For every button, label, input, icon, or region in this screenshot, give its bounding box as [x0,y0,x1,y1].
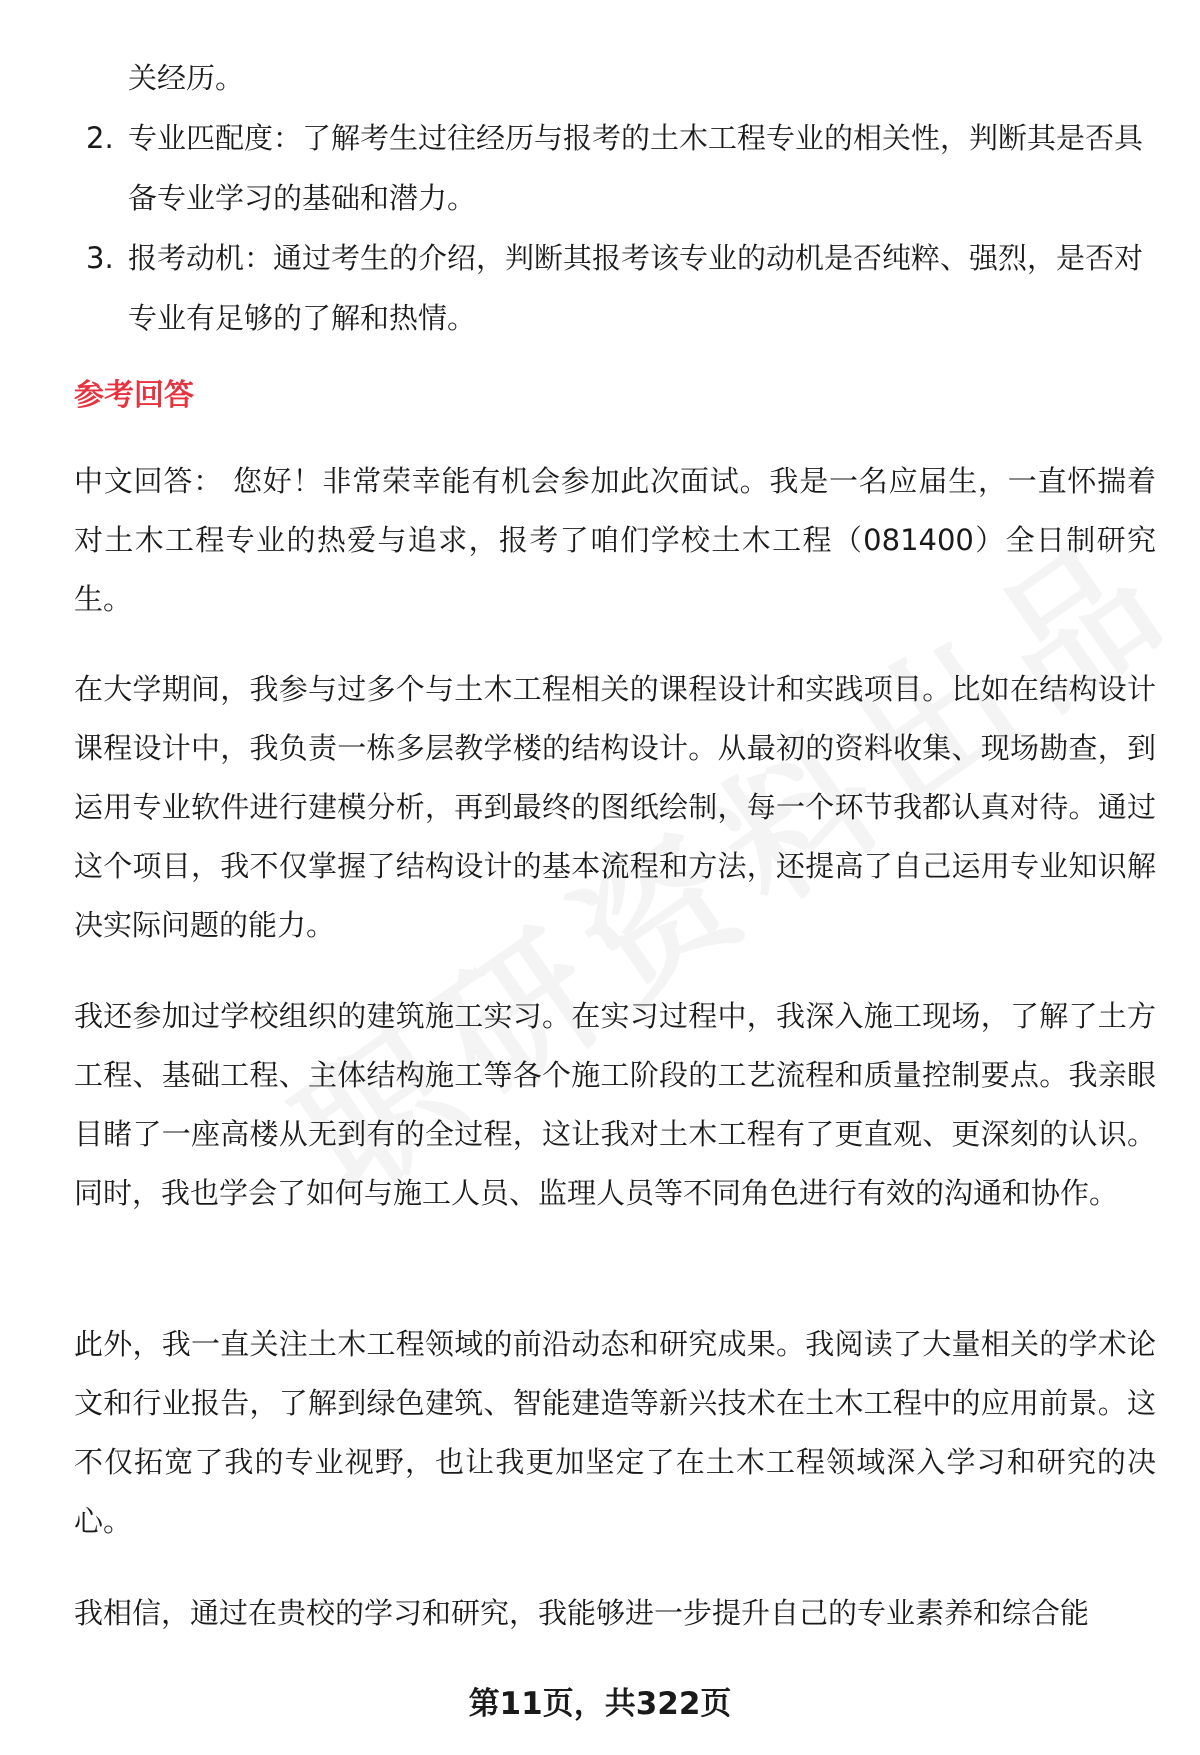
criteria-list [78,48,1153,348]
list-item-continuation: 关经历。 [128,61,245,95]
list-item-number: 2. [86,121,114,155]
list-item-text: 专业匹配度：了解考生过往经历与报考的土木工程专业的相关性，判断其是否具备专业学习的基础和潜力。 [128,121,1144,215]
list-item-text: 报考动机：通过考生的介绍，判断其报考该专业的动机是否纯粹、强烈，是否对专业有足够的了解和热情。 [128,241,1144,335]
paragraph: 我还参加过学校组织的建筑施工实习。在实习过程中，我深入施工现场，了解了土方工程、基础工程、主体结构施工等各个施工阶段的工艺流程和质量控制要点。我亲眼目睹了一座高楼从无到有的全过程，这让我对土木工程有了更直观、更深刻的认识。同时，我也学会了如何与施工人员、监理人员等不同角色进行有效的沟通和协作。 [74,999,1156,1210]
paragraph: 在大学期间，我参与过多个与土木工程相关的课程设计和实践项目。比如在结构设计课程设计中，我负责一栋多层教学楼的结构设计。从最初的资料收集、现场勘查，到运用专业软件进行建模分析，再到最终的图纸绘制，每一个环节我都认真对待。通过这个项目，我不仅掌握了结构设计的基本流程和方法，还提高了自己运用专业知识解决实际问题的能力。 [74,672,1156,942]
list-item-number: 3. [86,241,114,275]
paragraph: 我相信，通过在贵校的学习和研究，我能够进一步提升自己的专业素养和综合能 [74,1596,1090,1630]
list-item [78,108,1153,228]
paragraph: 中文回答： 您好！非常荣幸能有机会参加此次面试。我是一名应届生，一直怀揣着对土木工程专业的热爱与追求，报考了咱们学校土木工程（081400）全日制研究生。 [74,464,1156,616]
paragraph: 此外，我一直关注土木工程领域的前沿动态和研究成果。我阅读了大量相关的学术论文和行业报告，了解到绿色建筑、智能建造等新兴技术在土木工程中的应用前景。这不仅拓宽了我的专业视野，也让我更加坚定了在土木工程领域深入学习和研究的决心。 [74,1327,1156,1538]
list-item [78,228,1153,348]
section-heading: 参考回答 [74,378,194,413]
page-footer: 第11页，共322页 [468,1686,732,1722]
